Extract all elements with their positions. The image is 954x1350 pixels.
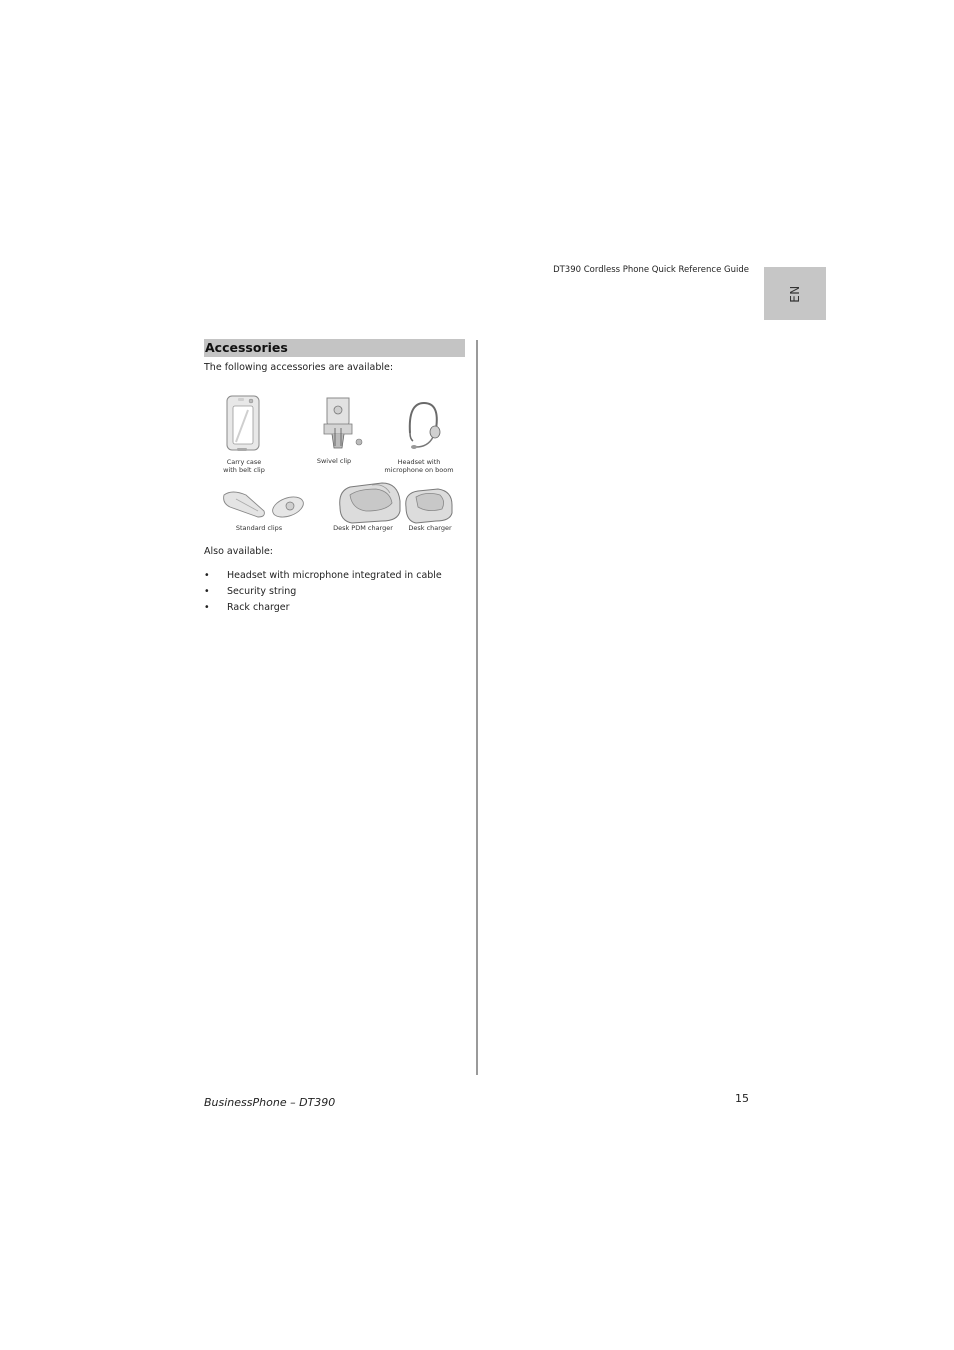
bullet-marker: • [204, 586, 210, 597]
also-available-label: Also available: [204, 546, 274, 557]
list-item [204, 570, 442, 586]
also-available-list [204, 570, 442, 618]
caption-headset: Headset with microphone on boom [384, 458, 454, 474]
standard-clips-image [222, 489, 314, 523]
accessories-illustration [204, 385, 465, 540]
desk-pdm-charger-image [336, 481, 404, 525]
footer-product-name: BusinessPhone – DT390 [204, 1096, 336, 1109]
language-tab-label: EN [788, 284, 802, 303]
headset-image [400, 399, 448, 457]
list-item [204, 586, 442, 602]
section-heading: Accessories [205, 340, 288, 355]
list-item-text: Security string [227, 586, 297, 597]
list-item [204, 602, 442, 618]
page-number: 15 [735, 1092, 749, 1105]
desk-charger-image [402, 485, 454, 525]
bullet-marker: • [204, 570, 210, 581]
language-tab [764, 267, 826, 320]
running-header: DT390 Cordless Phone Quick Reference Guide [553, 265, 749, 275]
intro-text: The following accessories are available: [204, 362, 394, 373]
section-heading-bar [204, 339, 465, 357]
column-divider [476, 340, 478, 1075]
caption-desk-pdm-charger: Desk PDM charger [333, 524, 393, 532]
caption-carry-case: Carry case with belt clip [223, 458, 265, 474]
caption-standard-clips: Standard clips [235, 524, 283, 532]
caption-swivel-clip: Swivel clip [316, 457, 352, 465]
carry-case-image [224, 394, 266, 454]
caption-desk-charger: Desk charger [408, 524, 452, 532]
list-item-text: Rack charger [227, 602, 290, 613]
swivel-clip-image [321, 396, 366, 451]
list-item-text: Headset with microphone integrated in cable [227, 570, 442, 581]
bullet-marker: • [204, 602, 210, 613]
